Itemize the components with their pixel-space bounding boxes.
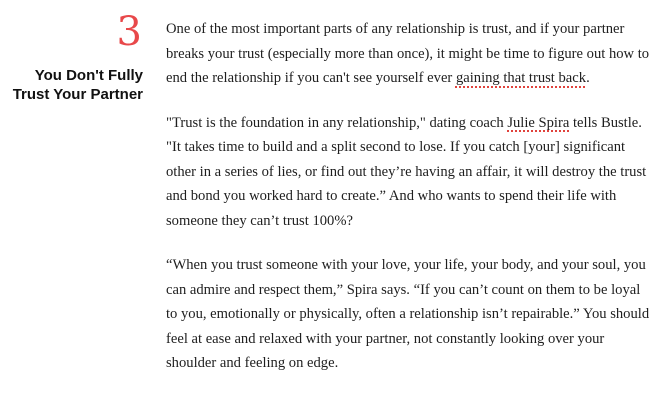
paragraph-1	[166, 17, 652, 91]
section-number: 3	[116, 9, 142, 55]
article-body	[166, 17, 652, 396]
section-heading: You Don't Fully Trust Your Partner	[12, 67, 143, 103]
paragraph-1-text-end: .	[586, 70, 590, 86]
spellcheck-marked-phrase[interactable]: gaining that trust back	[455, 70, 587, 86]
spellcheck-marked-name[interactable]: Julie Spira	[507, 114, 570, 131]
paragraph-2-text-start: "Trust is the foundation in any relationship," dating coach	[166, 114, 508, 131]
section-aside	[0, 10, 143, 104]
paragraph-3: “When you trust someone with your love, your life, your body, and your soul, you can admire and respect them,” Spira says. “If you can’t count on them to be loyal to you, emotionally or physically, often a relationship isn’t repairable.” You should feel at ease and relaxed with your partner, not constantly looking over your shoulder and feeling on edge.	[166, 257, 650, 371]
paragraph-2-text-end: tells Bustle. "It takes time to build and a split second to lose. If you catch [your] significant other in a series of lies, or find out they’re having an affair, it will destroy the trust and bond you worked hard to create.” And who wants to spend their life with someone they can’t trust 100%?	[166, 114, 647, 229]
paragraph-2	[166, 111, 652, 234]
paragraph-1-text-start: One of the most important parts of any relationship is trust, and if your partner breaks your trust (especially more than once), it might be time to figure out how to end the relationship if you can't see yourself ever	[166, 21, 650, 86]
